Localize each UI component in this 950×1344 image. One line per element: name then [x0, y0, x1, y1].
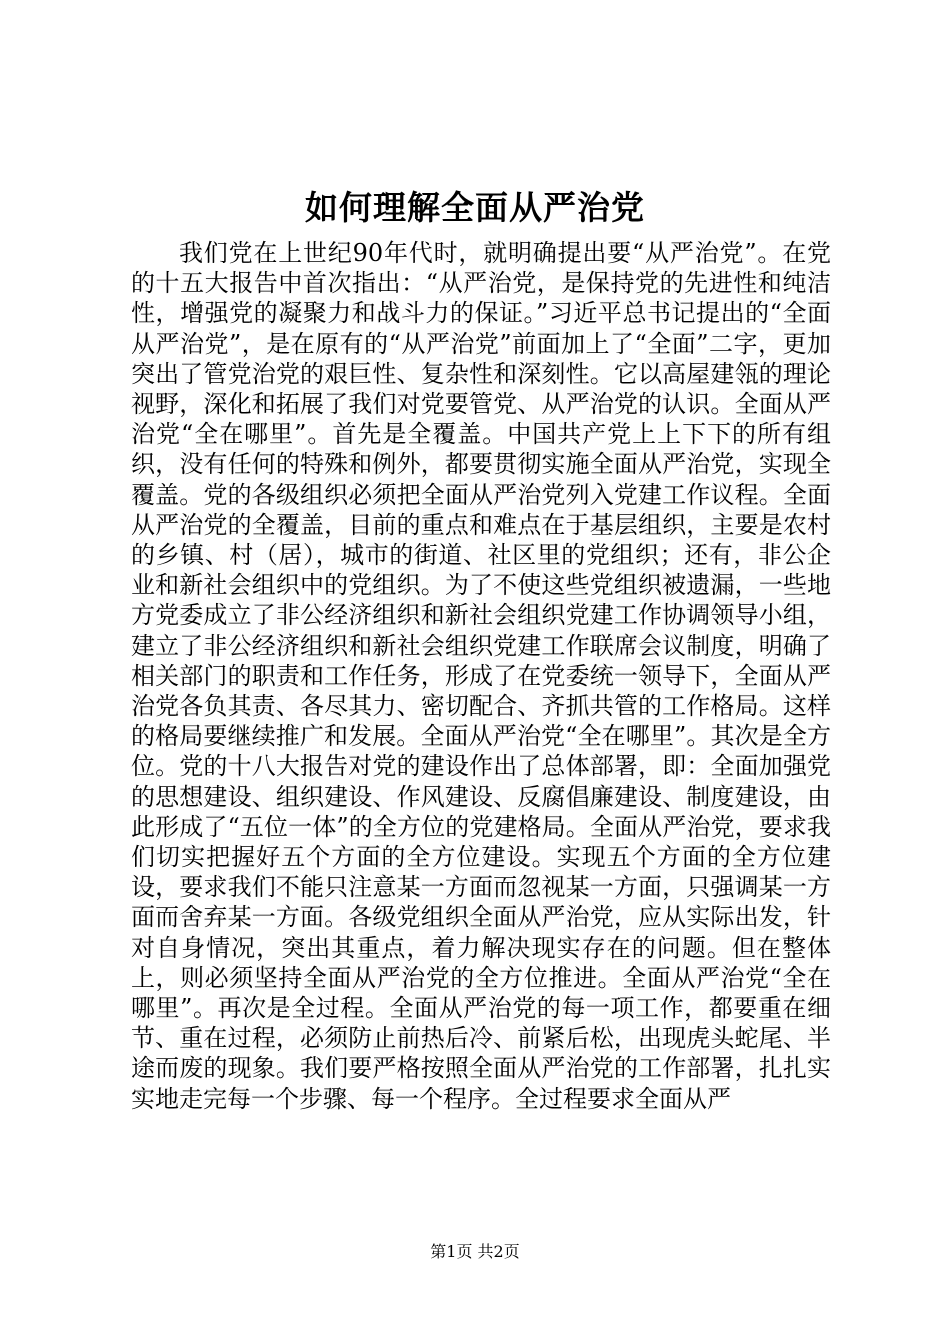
page-number-footer: 第1页 共2页 [430, 1242, 520, 1261]
document-title: 如何理解全面从严治党 [305, 188, 645, 227]
body-paragraph: 我们党在上世纪90年代时，就明确提出要“从严治党”。在党的十五大报告中首次指出：“从严治党，是保持党的先进性和纯洁性，增强党的凝聚力和战斗力的保证。”习近平总书记提出的“全面从严治党”，是在原有的“从严治党”前面加上了“全面”二字，更加突出了管党治党的艰巨性、复杂性和深刻性。它以高屋建瓴的理论视野，深化和拓展了我们对党要管党、从严治党的认识。全面从严治党“全在哪里”。首先是全覆盖。中国共产党上上下下的所有组织，没有任何的特殊和例外，都要贯彻实施全面从严治党，实现全覆盖。党的各级组织必须把全面从严治党列入党建工作议程。全面从严治党的全覆盖，目前的重点和难点在于基层组织，主要是农村的乡镇、村（居），城市的街道、社区里的党组织；还有，非公企业和新社会组织中的党组织。为了不使这些党组织被遗漏，一些地方党委成立了非公经济组织和新社会组织党建工作协调领导小组，建立了非公经济组织和新社会组织党建工作联席会议制度，明确了相关部门的职责和工作任务，形成了在党委统一领导下，全面从严治党各负其责、各尽其力、密切配合、齐抓共管的工作格局。这样的格局要继续推广和发展。全面从严治党“全在哪里”。其次是全方位。党的十八大报告对党的建设作出了总体部署，即：全面加强党的思想建设、组织建设、作风建设、反腐倡廉建设、制度建设，由此形成了“五位一体”的全方位的党建格局。全面从严治党，要求我们切实把握好五个方面的全方位建设。实现五个方面的全方位建设，要求我们不能只注意某一方面而忽视某一方面，只强调某一方面而舍弃某一方面。各级党组织全面从严治党，应从实际出发，针对自身情况，突出其重点，着力解决现实存在的问题。但在整体上，则必须坚持全面从严治党的全方位推进。全面从严治党“全在哪里”。再次是全过程。全面从严治党的每一项工作，都要重在细节、重在过程，必须防止前热后冷、前紧后松，出现虎头蛇尾、半途而废的现象。我们要严格按照全面从严治党的工作部署，扎扎实实地走完每一个步骤、每一个程序。全过程要求全面从严 [131, 239, 831, 1113]
